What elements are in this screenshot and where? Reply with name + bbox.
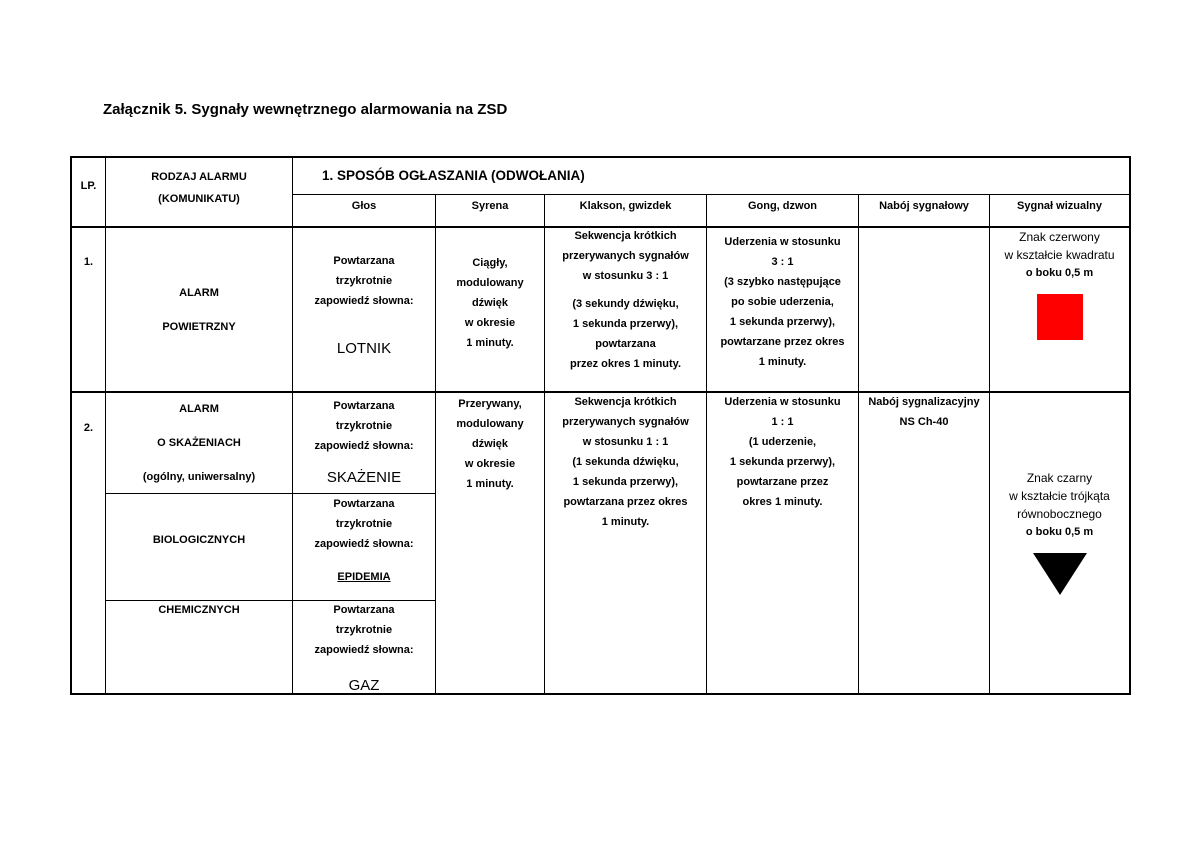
- row2-klakson: [545, 392, 706, 532]
- row1-glos-line: Powtarzana: [333, 255, 395, 267]
- row1-gong-line: powtarzane przez okres: [720, 336, 845, 348]
- header-glos: [293, 198, 435, 214]
- row2-syrena: [436, 394, 544, 494]
- row2c-glos: [293, 600, 435, 696]
- row1-klakson-line: Sekwencja krótkich: [574, 230, 677, 242]
- header-lp-text: LP.: [80, 180, 97, 192]
- row2c-glos-word: GAZ: [348, 677, 380, 694]
- row1-syrena-line: 1 minuty.: [466, 337, 514, 349]
- row1-klakson-line: powtarzana: [595, 338, 656, 350]
- row2-lp-text: 2.: [83, 422, 94, 434]
- header-rodzaj-line1: RODZAJ ALARMU: [151, 171, 247, 183]
- header-syrena-text: Syrena: [471, 200, 509, 212]
- header-lp: [72, 178, 105, 194]
- row2-klakson-line: 1 sekunda przerwy),: [572, 476, 679, 488]
- row1-glos: [293, 251, 435, 359]
- row1-klakson-line: (3 sekundy dźwięku,: [572, 298, 679, 310]
- row2-syrena-line: w okresie: [464, 458, 516, 470]
- row1-glos-line: trzykrotnie: [335, 275, 393, 287]
- row2-wizualny-line: w kształcie trójkąta: [1009, 489, 1110, 503]
- row1-lp: [72, 252, 105, 272]
- alarm-signals-table: [70, 156, 1131, 695]
- row2-glos: [293, 396, 435, 488]
- row2-gong: [707, 392, 858, 512]
- table-border-bottom: [70, 693, 1131, 695]
- row1-glos-line: zapowiedź słowna:: [314, 295, 414, 307]
- row2-naboj: [859, 392, 989, 432]
- row2c-glos-line: trzykrotnie: [335, 624, 393, 636]
- divider-section: [292, 194, 1131, 195]
- row2-syrena-line: Przerywany,: [458, 398, 522, 410]
- row1-lp-text: 1.: [83, 256, 94, 268]
- row2-klakson-line: powtarzana przez okres: [563, 496, 688, 508]
- row2-gong-line: 1 : 1: [771, 416, 794, 428]
- row2-wizualny-line: równobocznego: [1017, 507, 1102, 521]
- header-wizualny-text: Sygnał wizualny: [1017, 200, 1102, 212]
- row2-gong-line: (1 uderzenie,: [748, 436, 817, 448]
- row1-wizualny-line: w kształcie kwadratu: [1004, 248, 1115, 262]
- header-naboj-text: Nabój sygnałowy: [879, 200, 969, 212]
- row2-glos-line: zapowiedź słowna:: [314, 440, 414, 452]
- row1-gong-line: 1 minuty.: [758, 356, 807, 368]
- header-syrena: [436, 198, 544, 214]
- row1-alarm-line2: POWIETRZNY: [162, 321, 236, 333]
- row2-alarm: [106, 392, 292, 494]
- row2-klakson-line: w stosunku 1 : 1: [582, 436, 669, 448]
- row1-alarm-line1: ALARM: [179, 287, 219, 299]
- row2-wizualny-size: o boku 0,5 m: [1025, 526, 1094, 538]
- row2-wizualny-line: Znak czarny: [1026, 471, 1093, 485]
- row1-wizualny-line: Znak czerwony: [1019, 230, 1100, 244]
- red-square-icon: [1037, 294, 1083, 340]
- row2-klakson-line: Sekwencja krótkich: [574, 396, 677, 408]
- row2c-label: [106, 600, 292, 620]
- row2-klakson-line: 1 minuty.: [601, 516, 650, 528]
- row1-gong-line: po sobie uderzenia,: [731, 296, 834, 308]
- row2-gong-line: okres 1 minuty.: [742, 496, 823, 508]
- page-title: Załącznik 5. Sygnały wewnętrznego alarmowania na ZSD: [103, 101, 508, 118]
- row2-gong-line: 1 sekunda przerwy),: [729, 456, 836, 468]
- col-line-gong: [858, 194, 859, 695]
- row2-klakson-line: przerywanych sygnałów: [562, 416, 689, 428]
- table-border-top: [70, 156, 1131, 158]
- section-title: 1. SPOSÓB OGŁASZANIA (ODWOŁANIA): [322, 168, 585, 183]
- row2c-label-text: CHEMICZNYCH: [158, 604, 240, 616]
- row1-klakson-line: 1 sekunda przerwy),: [572, 318, 679, 330]
- row2-glos-line: Powtarzana: [333, 400, 395, 412]
- row1-syrena-line: w okresie: [464, 317, 516, 329]
- black-triangle-shape: [1033, 553, 1087, 595]
- row2b-glos-line: Powtarzana: [333, 498, 395, 510]
- black-triangle-icon: [1033, 553, 1087, 597]
- header-rodzaj-line2: (KOMUNIKATU): [158, 193, 240, 205]
- row1-syrena-line: dźwięk: [471, 297, 509, 309]
- row2b-label: [106, 530, 292, 550]
- row1-alarm: [106, 276, 292, 344]
- row2-glos-word: SKAŻENIE: [326, 469, 402, 486]
- row2-alarm-line1: ALARM: [179, 403, 219, 415]
- row1-gong-line: 3 : 1: [771, 256, 794, 268]
- row2-naboj-line: Nabój sygnalizacyjny: [868, 396, 980, 408]
- row1-gong-line: 1 sekunda przerwy),: [729, 316, 836, 328]
- row2-klakson-line: (1 sekunda dźwięku,: [572, 456, 679, 468]
- row2-glos-line: trzykrotnie: [335, 420, 393, 432]
- row2-alarm-line2: O SKAŻENIACH: [157, 437, 241, 449]
- row2b-glos-line: zapowiedź słowna:: [314, 538, 414, 550]
- header-glos-text: Głos: [351, 200, 377, 212]
- row2b-glos-line: trzykrotnie: [335, 518, 393, 530]
- row2b-glos: [293, 494, 435, 587]
- row1-glos-word: LOTNIK: [336, 340, 392, 357]
- row1-syrena-line: modulowany: [456, 277, 524, 289]
- row1-klakson-line: przerywanych sygnałów: [562, 250, 689, 262]
- row2c-glos-line: Powtarzana: [333, 604, 395, 616]
- header-gong-text: Gong, dzwon: [747, 200, 818, 212]
- row1-syrena-line: Ciągły,: [472, 257, 508, 269]
- row1-klakson: [545, 226, 706, 374]
- row1-wizualny: [990, 228, 1129, 340]
- header-wizualny: [990, 198, 1129, 214]
- row2-syrena-line: 1 minuty.: [466, 478, 514, 490]
- header-gong: [707, 198, 858, 214]
- row1-klakson-line: przez okres 1 minuty.: [569, 358, 682, 370]
- row1-klakson-line: w stosunku 3 : 1: [582, 270, 669, 282]
- row2-lp: [72, 418, 105, 438]
- row1-wizualny-size: o boku 0,5 m: [1025, 267, 1094, 279]
- row2-gong-line: powtarzane przez: [736, 476, 829, 488]
- header-naboj: [859, 198, 989, 214]
- row2b-label-text: BIOLOGICZNYCH: [152, 534, 246, 546]
- row2-alarm-line3: (ogólny, uniwersalny): [142, 471, 256, 483]
- row1-gong: [707, 232, 858, 372]
- header-rodzaj: [106, 166, 292, 210]
- table-border-right: [1129, 156, 1131, 695]
- header-klakson: [545, 198, 706, 214]
- row1-syrena: [436, 253, 544, 353]
- row2-syrena-line: dźwięk: [471, 438, 509, 450]
- row2-gong-line: Uderzenia w stosunku: [724, 396, 841, 408]
- row1-gong-line: Uderzenia w stosunku: [724, 236, 841, 248]
- row2b-glos-word: EPIDEMIA: [337, 571, 391, 583]
- row2c-glos-line: zapowiedź słowna:: [314, 644, 414, 656]
- row2-naboj-line: NS Ch-40: [899, 416, 949, 428]
- row1-gong-line: (3 szybko następujące: [724, 276, 841, 288]
- header-klakson-text: Klakson, gwizdek: [579, 200, 672, 212]
- row2-syrena-line: modulowany: [456, 418, 524, 430]
- row2-wizualny: [990, 469, 1129, 597]
